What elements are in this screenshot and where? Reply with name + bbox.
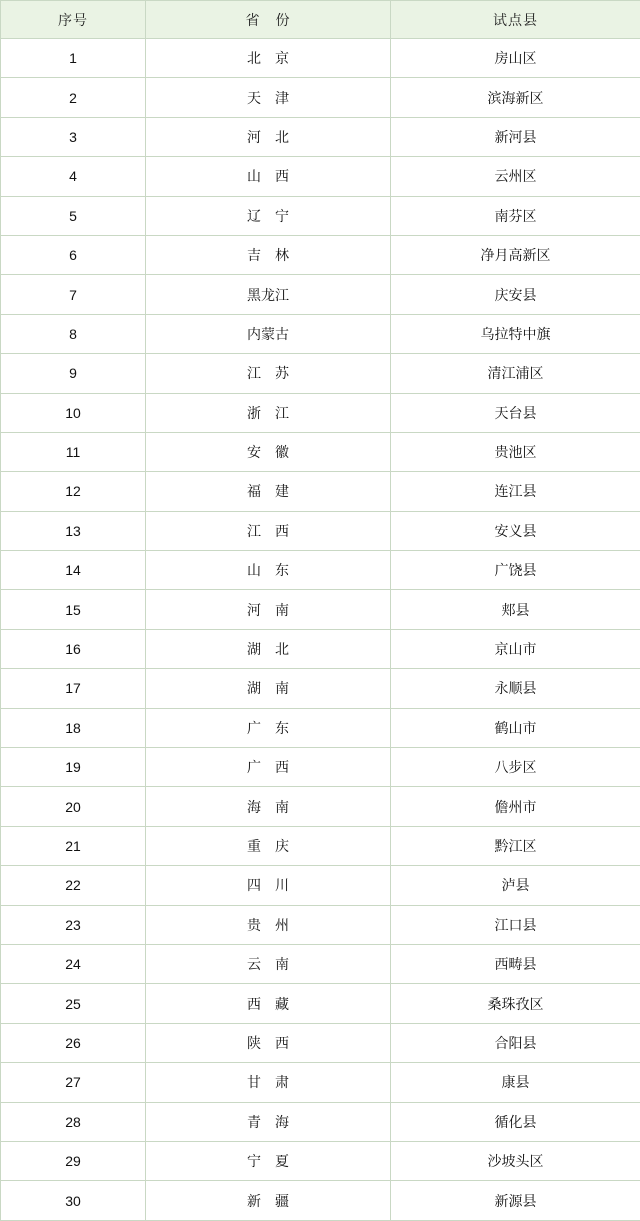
- cell-province: 湖 北: [146, 629, 391, 668]
- cell-index: 27: [1, 1063, 146, 1102]
- table-row: [1, 39, 640, 78]
- cell-province: 浙 江: [146, 393, 391, 432]
- cell-county: 房山区: [391, 39, 640, 78]
- cell-county: 八步区: [391, 748, 640, 787]
- cell-province: 湖 南: [146, 669, 391, 708]
- table-row: [1, 354, 640, 393]
- cell-index: 6: [1, 235, 146, 274]
- table-row: [1, 669, 640, 708]
- cell-province: 重 庆: [146, 826, 391, 865]
- cell-province: 青 海: [146, 1102, 391, 1141]
- cell-county: 永顺县: [391, 669, 640, 708]
- cell-county: 云州区: [391, 157, 640, 196]
- cell-county: 西畴县: [391, 944, 640, 983]
- table-row: [1, 866, 640, 905]
- table-header: [1, 1, 640, 39]
- table-row: [1, 905, 640, 944]
- cell-county: 循化县: [391, 1102, 640, 1141]
- table-row: [1, 78, 640, 117]
- cell-county: 净月高新区: [391, 235, 640, 274]
- table-row: [1, 235, 640, 274]
- cell-index: 12: [1, 472, 146, 511]
- cell-index: 28: [1, 1102, 146, 1141]
- cell-province: 甘 肃: [146, 1063, 391, 1102]
- table-row: [1, 1102, 640, 1141]
- cell-index: 24: [1, 944, 146, 983]
- cell-index: 22: [1, 866, 146, 905]
- cell-index: 7: [1, 275, 146, 314]
- cell-province: 宁 夏: [146, 1141, 391, 1180]
- cell-county: 新源县: [391, 1181, 640, 1220]
- column-header-province: 省 份: [146, 1, 391, 39]
- cell-index: 25: [1, 984, 146, 1023]
- table-row: [1, 1023, 640, 1062]
- table-row: [1, 590, 640, 629]
- cell-province: 江 西: [146, 511, 391, 550]
- cell-county: 安义县: [391, 511, 640, 550]
- cell-province: 广 东: [146, 708, 391, 747]
- cell-county: 沙坡头区: [391, 1141, 640, 1180]
- cell-province: 贵 州: [146, 905, 391, 944]
- table-row: [1, 393, 640, 432]
- cell-index: 18: [1, 708, 146, 747]
- cell-index: 21: [1, 826, 146, 865]
- cell-index: 17: [1, 669, 146, 708]
- table-row: [1, 1063, 640, 1102]
- cell-province: 西 藏: [146, 984, 391, 1023]
- table-row: [1, 511, 640, 550]
- column-header-county: 试点县: [391, 1, 640, 39]
- table-row: [1, 157, 640, 196]
- cell-province: 四 川: [146, 866, 391, 905]
- table-row: [1, 826, 640, 865]
- cell-province: 黑龙江: [146, 275, 391, 314]
- table-row: [1, 984, 640, 1023]
- cell-index: 1: [1, 39, 146, 78]
- cell-county: 南芬区: [391, 196, 640, 235]
- table-row: [1, 629, 640, 668]
- cell-index: 4: [1, 157, 146, 196]
- cell-county: 连江县: [391, 472, 640, 511]
- table-row: [1, 117, 640, 156]
- cell-index: 8: [1, 314, 146, 353]
- cell-province: 天 津: [146, 78, 391, 117]
- cell-county: 江口县: [391, 905, 640, 944]
- cell-province: 山 西: [146, 157, 391, 196]
- table-row: [1, 472, 640, 511]
- cell-county: 儋州市: [391, 787, 640, 826]
- cell-county: 郏县: [391, 590, 640, 629]
- cell-index: 9: [1, 354, 146, 393]
- table-row: [1, 275, 640, 314]
- table-row: [1, 432, 640, 471]
- cell-index: 15: [1, 590, 146, 629]
- cell-county: 庆安县: [391, 275, 640, 314]
- cell-county: 清江浦区: [391, 354, 640, 393]
- cell-index: 20: [1, 787, 146, 826]
- cell-province: 河 南: [146, 590, 391, 629]
- cell-index: 2: [1, 78, 146, 117]
- cell-county: 合阳县: [391, 1023, 640, 1062]
- cell-province: 河 北: [146, 117, 391, 156]
- cell-county: 天台县: [391, 393, 640, 432]
- cell-index: 5: [1, 196, 146, 235]
- cell-province: 福 建: [146, 472, 391, 511]
- cell-province: 海 南: [146, 787, 391, 826]
- table-body: [1, 39, 640, 1221]
- cell-index: 10: [1, 393, 146, 432]
- cell-index: 19: [1, 748, 146, 787]
- cell-province: 广 西: [146, 748, 391, 787]
- cell-province: 辽 宁: [146, 196, 391, 235]
- cell-index: 29: [1, 1141, 146, 1180]
- table-row: [1, 1181, 640, 1220]
- cell-province: 内蒙古: [146, 314, 391, 353]
- cell-province: 江 苏: [146, 354, 391, 393]
- cell-county: 黔江区: [391, 826, 640, 865]
- cell-index: 30: [1, 1181, 146, 1220]
- table-row: [1, 551, 640, 590]
- cell-index: 14: [1, 551, 146, 590]
- cell-province: 云 南: [146, 944, 391, 983]
- cell-province: 山 东: [146, 551, 391, 590]
- table-header-row: [1, 1, 640, 39]
- cell-province: 吉 林: [146, 235, 391, 274]
- cell-province: 陕 西: [146, 1023, 391, 1062]
- cell-county: 贵池区: [391, 432, 640, 471]
- cell-county: 鹤山市: [391, 708, 640, 747]
- cell-index: 26: [1, 1023, 146, 1062]
- cell-province: 北 京: [146, 39, 391, 78]
- table-row: [1, 787, 640, 826]
- cell-county: 京山市: [391, 629, 640, 668]
- table-row: [1, 708, 640, 747]
- cell-index: 11: [1, 432, 146, 471]
- cell-index: 13: [1, 511, 146, 550]
- table-row: [1, 1141, 640, 1180]
- cell-province: 新 疆: [146, 1181, 391, 1220]
- table-row: [1, 748, 640, 787]
- column-header-index: 序号: [1, 1, 146, 39]
- cell-county: 滨海新区: [391, 78, 640, 117]
- cell-county: 广饶县: [391, 551, 640, 590]
- cell-county: 桑珠孜区: [391, 984, 640, 1023]
- table-row: [1, 944, 640, 983]
- cell-index: 23: [1, 905, 146, 944]
- cell-index: 16: [1, 629, 146, 668]
- cell-province: 安 徽: [146, 432, 391, 471]
- cell-county: 泸县: [391, 866, 640, 905]
- table-row: [1, 196, 640, 235]
- cell-county: 新河县: [391, 117, 640, 156]
- cell-index: 3: [1, 117, 146, 156]
- table-row: [1, 314, 640, 353]
- cell-county: 乌拉特中旗: [391, 314, 640, 353]
- cell-county: 康县: [391, 1063, 640, 1102]
